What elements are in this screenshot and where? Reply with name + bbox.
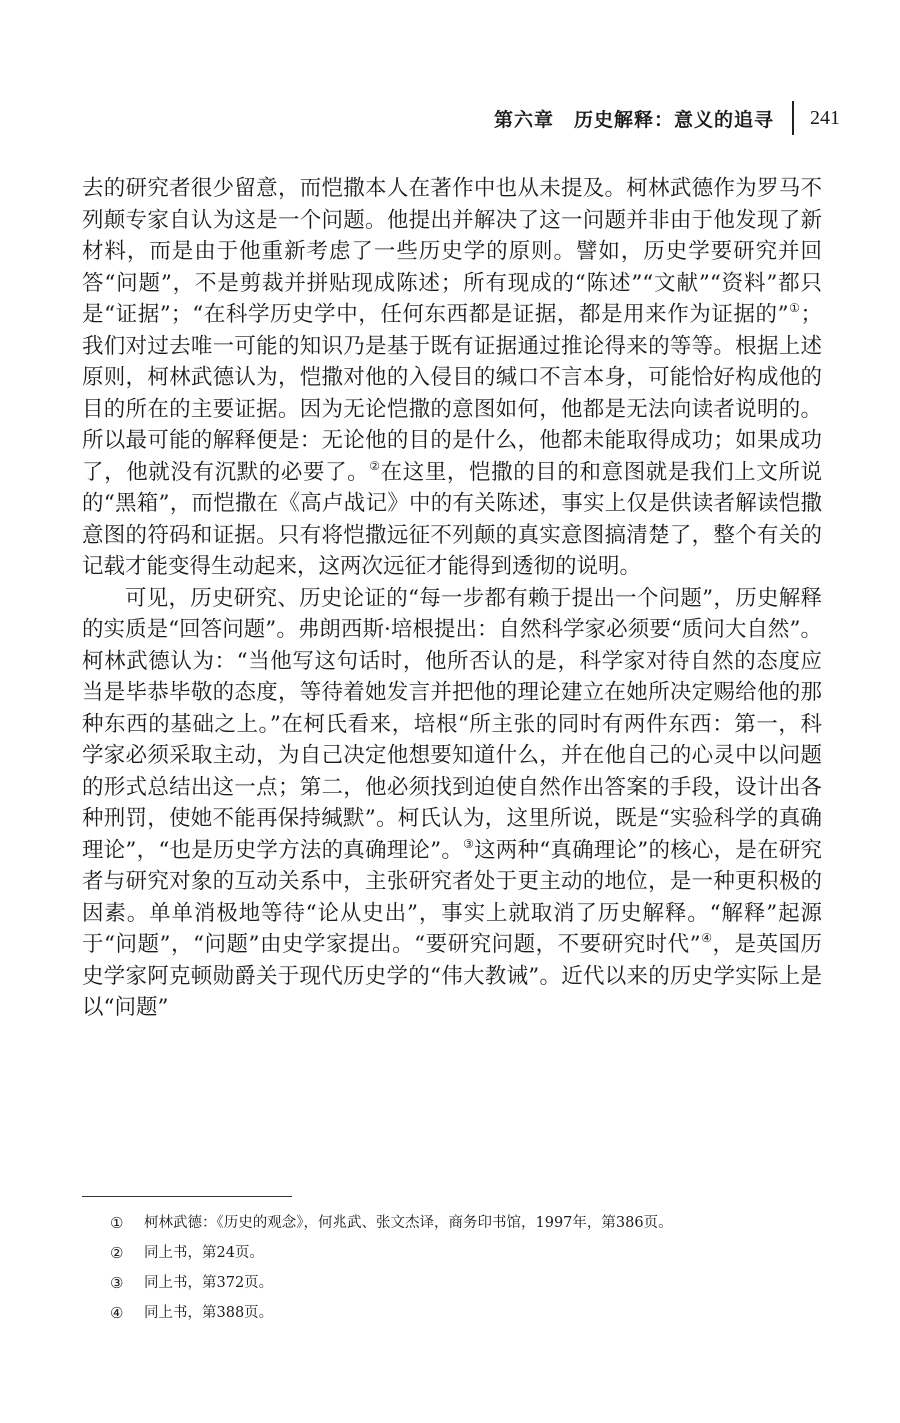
paragraph-1-text-c: 在这里，恺撒的目的和意图就是我们上文所说的“黑箱”，而恺撒在《高卢战记》中的有关陈述，事实上仅是供读者解读恺撒意图的符码和证据。只有将恺撒远征不列颠的真实意图搞清楚了，整个有关的记载才能变得生动起来，这两次远征才能得到透彻的说明。: [82, 459, 822, 579]
footnote-2: [110, 1238, 830, 1268]
footnote-mark: ①: [110, 1214, 124, 1232]
footnotes: [110, 1208, 830, 1328]
paragraph-2-text-b: 这两种“真确理论”的核心，是在研究者与研究对象的互动关系中，主张研究者处于更主动的地位，是一种更积极的因素。单单消极地等待“论从史出”，事实上就取消了历史解释。“解释”起源于“问题”，“问题”由史学家提出。“要研究问题，不要研究时代”: [82, 837, 822, 957]
footnote-3: [110, 1268, 830, 1298]
footnote-ref-4: ④: [700, 931, 713, 945]
paragraph-2-text-a: 可见，历史研究、历史论证的“每一步都有赖于提出一个问题”，历史解释的实质是“回答问题”。弗朗西斯·培根提出：自然科学家必须要“质问大自然”。柯林武德认为：“当他写这句话时，他所否认的是，科学家对待自然的态度应当是毕恭毕敬的态度，等待着她发言并把他的理论建立在她所决定赐给他的那种东西的基础之上。”在柯氏看来，培根“所主张的同时有两件东西：第一，科学家必须采取主动，为自己决定他想要知道什么，并在他自己的心灵中以问题的形式总结出这一点；第二，他必须找到迫使自然作出答案的手段，设计出各种刑罚，使她不能再保持缄默”。柯氏认为，这里所说，既是“实验科学的真确理论”，“也是历史学方法的真确理论”。: [82, 585, 822, 863]
chapter-title: 第六章 历史解释：意义的追寻: [493, 108, 774, 131]
footnote-ref-1: ①: [788, 301, 801, 315]
body-text: [82, 173, 822, 1024]
paragraph-1: [82, 173, 822, 583]
footnote-text: 同上书，第388页。: [144, 1305, 274, 1321]
footnote-text: 柯林武德：《历史的观念》，何兆武、张文杰译，商务印书馆，1997年，第386页。: [144, 1215, 673, 1231]
footnote-4: [110, 1298, 830, 1328]
paragraph-2-text-c: ，是英国历史学家阿克顿勋爵关于现代历史学的“伟大教诫”。近代以来的历史学实际上是以“问题”: [82, 932, 822, 1020]
footnote-mark: ②: [110, 1244, 124, 1262]
page-number: 241: [810, 106, 840, 129]
footnote-1: [110, 1208, 830, 1238]
running-header: [494, 100, 840, 136]
footnote-divider: [82, 1196, 292, 1197]
header-divider: [792, 101, 794, 135]
paragraph-2: [82, 583, 822, 1024]
paragraph-1-text-b: ；我们对过去唯一可能的知识乃是基于既有证据通过推论得来的等等。根据上述原则，柯林武德认为，恺撒对他的入侵目的缄口不言本身，可能恰好构成他的目的所在的主要证据。因为无论恺撒的意图如何，他都是无法向读者说明的。所以最可能的解释便是：无论他的目的是什么，他都未能取得成功；如果成功了，他就没有沉默的必要了。: [82, 302, 822, 485]
footnote-mark: ④: [110, 1304, 124, 1322]
footnote-ref-2: ②: [369, 458, 381, 473]
footnote-text: 同上书，第372页。: [144, 1275, 274, 1291]
footnote-mark: ③: [110, 1274, 124, 1292]
footnote-ref-3: ③: [463, 836, 475, 851]
footnote-text: 同上书，第24页。: [144, 1245, 264, 1261]
paragraph-1-text-a: 去的研究者很少留意，而恺撒本人在著作中也从未提及。柯林武德作为罗马不列颠专家自认为这是一个问题。他提出并解决了这一问题并非由于他发现了新材料，而是由于他重新考虑了一些历史学的原则。譬如，历史学要研究并回答“问题”，不是剪裁并拼贴现成陈述；所有现成的“陈述”“文献”“资料”都只是“证据”；“在科学历史学中，任何东西都是证据，都是用来作为证据的”: [82, 176, 822, 327]
